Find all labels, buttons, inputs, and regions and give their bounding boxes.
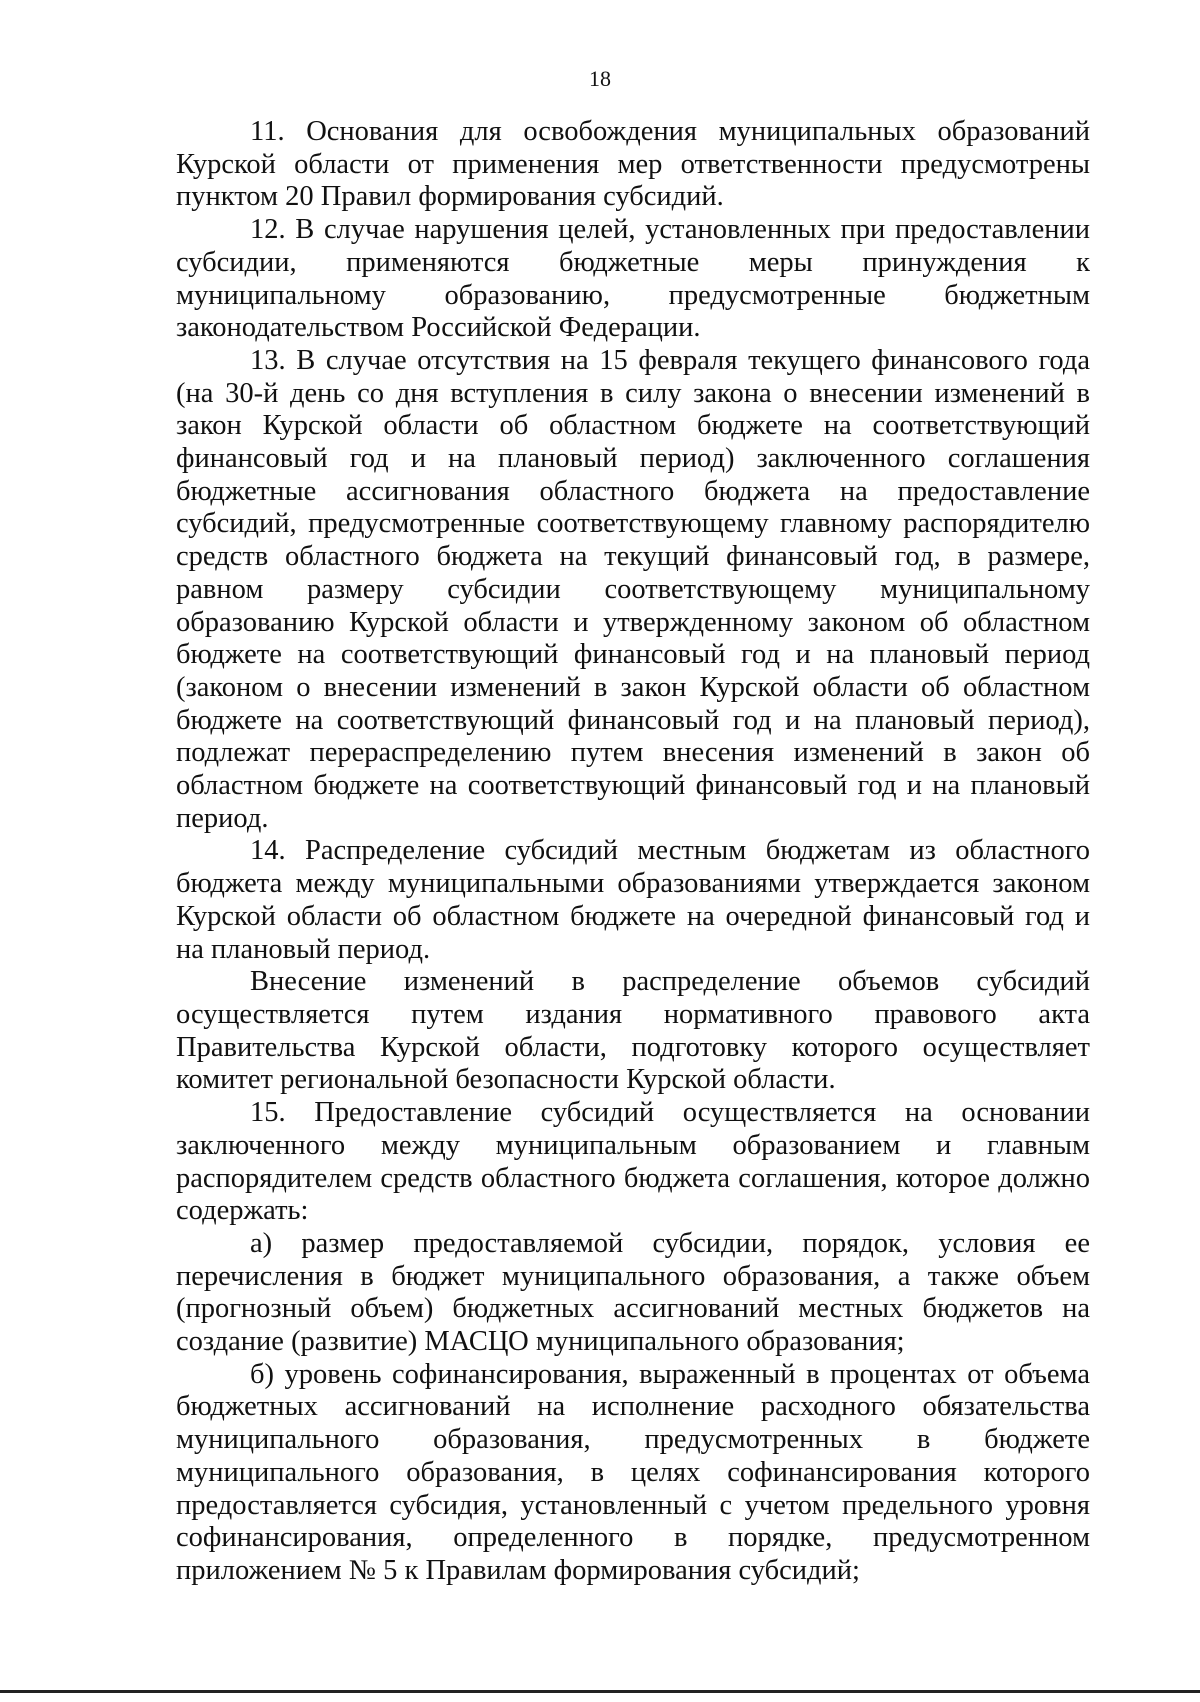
paragraph-15: 15. Предоставление субсидий осуществляется на основании заключенного между муниципальным образованием и главным распорядителем средств областного бюджета соглашения, которое должно содержать: [176, 1097, 1090, 1227]
paragraph-13: 13. В случае отсутствия на 15 февраля текущего финансового года (на 30-й день со дня вступления в силу закона о внесении изменений в закон Курской области об областном бюджете на соответствующий финансовый год и на плановый период) заключенного соглашения бюджетные ассигнования областного бюджета на предоставление субсидий, предусмотренные соответствующему главному распорядителю средств областного бюджета на текущий финансовый год, в размере, равном размеру субсидии соответствующему муниципальному образованию Курской области и утвержденному законом об областном бюджете на соответствующий финансовый год и на плановый период (законом о внесении изменений в закон Курской области об областном бюджете на соответствующий финансовый год и на плановый период), подлежат перераспределению путем внесения изменений в закон об областном бюджете на соответствующий финансовый год и на плановый период. [176, 344, 1090, 834]
paragraph-11: 11. Основания для освобождения муниципальных образований Курской области от применения мер ответственности предусмотрены пунктом 20 Правил формирования субсидий. [176, 116, 1090, 213]
document-body [176, 116, 1090, 1588]
paragraph-14: 14. Распределение субсидий местным бюджетам из областного бюджета между муниципальными образованиями утверждается законом Курской области об областном бюджете на очередной финансовый год и на плановый период. [176, 835, 1090, 965]
paragraph-15-item-a: а) размер предоставляемой субсидии, порядок, условия ее перечисления в бюджет муниципального образования, а также объем (прогнозный объем) бюджетных ассигнований местных бюджетов на создание (развитие) МАСЦО муниципального образования; [176, 1227, 1090, 1358]
page-number: 18 [589, 66, 611, 91]
paragraph-14-amendments: Внесение изменений в распределение объемов субсидий осуществляется путем издания нормативного правового акта Правительства Курской области, подготовку которого осуществляет комитет региональной безопасности Курской области. [176, 966, 1090, 1096]
scan-bottom-edge [0, 1690, 1200, 1693]
paragraph-15-item-b: б) уровень софинансирования, выраженный в процентах от объема бюджетных ассигнований на исполнение расходного обязательства муниципального образования, предусмотренных в бюджете муниципального образования, в целях софинансирования которого предоставляется субсидия, установленный с учетом предельного уровня софинансирования, определенного в порядке, предусмотренном приложением № 5 к Правилам формирования субсидий; [176, 1358, 1090, 1586]
paragraph-12: 12. В случае нарушения целей, установленных при предоставлении субсидии, применяются бюджетные меры принуждения к муниципальному образованию, предусмотренные бюджетным законодательством Российской Федерации. [176, 214, 1090, 344]
